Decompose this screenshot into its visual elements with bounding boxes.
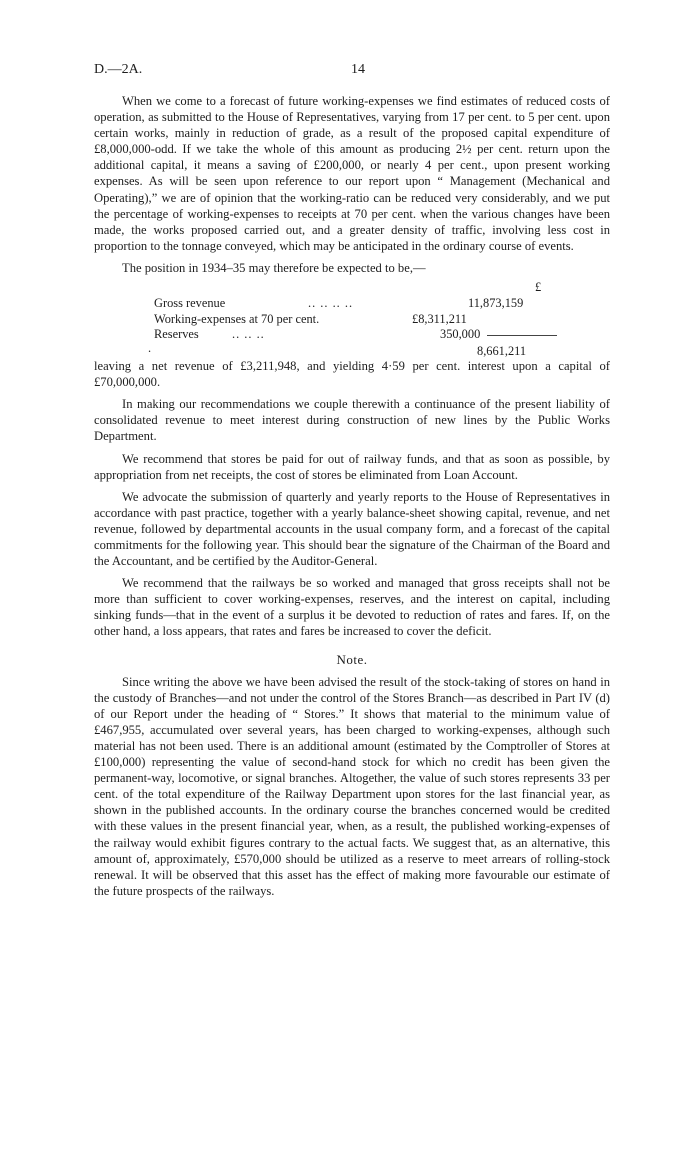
body-text bbox=[94, 93, 610, 899]
page-number: 14 bbox=[351, 62, 365, 77]
page-header bbox=[94, 62, 614, 82]
paragraph-working-expenses-forecast: When we come to a forecast of future working-expenses we find estimates of reduced costs of operation, as submitted to the House of Representatives, varying from 17 per cent. to 5 per cent. upon certain works, mainly in reduction of grade, as a result of the proposed capital expenditure of £8,000,000-odd. If we take the whole of this amount as producing 2½ per cent. return upon the additional capital, it means a saving of £200,000, or nearly 4 per cent., upon present working expenses. As will be seen upon reference to our report upon “ Management (Mechanical and Operating),” we are of opinion that the working-ratio can be reduced very considerably, and we put the percentage of working-expenses to receipts at 70 per cent. when the various changes have been made, the works proposed carried out, and a greater density of traffic, involving less cost in proportion to the tonnage conveyed, which may be anticipated in the ordinary course of events. bbox=[94, 94, 610, 253]
paragraph-stock-taking-note: Since writing the above we have been advised the result of the stock-taking of stores on hand in the custody of Branches—and not under the control of the Stores Branch—as described in Part IV (d) of our Report under the heading of “ Stores.” It shows that material to the minimum value of £467,955, accumulated over several years, has been charged to working-expenses, although such material has not been used. There is an additional amount (estimated by the Comptroller of Stores at £100,000) representing the value of second-hand stock for which no credit has been given the permanent-way, locomotive, or signal branches. Altogether, the value of such stores represents 33 per cent. of the total expenditure of the Railway Department upon stores for the last financial year, as shown in the published accounts. In the ordinary course the branches concerned would be credited with these values in the present financial year, when, as a result, the published working-expenses of the railway would exhibit figures contrary to the actual facts. We suggest that, as an alternative, this amount of, approximately, £570,000 should be utilized as a reserve to meet arrears of rolling-stock renewal. It will be observed that this asset has the effect of making more favourable our estimate of the future prospects of the railways. bbox=[94, 674, 610, 898]
paragraph-consolidated-revenue: In making our recommendations we couple therewith a continuance of the present liability of consolidated revenue to meet interest during construction of new lines by the Public Works Department. bbox=[94, 397, 610, 444]
revenue-table bbox=[94, 276, 610, 358]
gross-revenue-dots: .. .. .. .. bbox=[308, 296, 354, 311]
currency-header: £ bbox=[535, 280, 542, 295]
paragraph-working-principle: We recommend that the railways be so worked and managed that gross receipts shall not be more than sufficient to cover working-expenses, reserves, and the interest on capital, including sinking funds—that in the event of a surplus it be devoted to reduction of rates and fares. If, on the other hand, a loss appears, that rates and fares be increased to cover the deficit. bbox=[94, 576, 610, 639]
gross-revenue-label: Gross revenue bbox=[154, 296, 226, 311]
total-expenses-value: 8,661,211 bbox=[477, 344, 527, 359]
paragraph-net-revenue: leaving a net revenue of £3,211,948, and yielding 4·59 per cent. interest upon a capital of £70,000,000. bbox=[94, 359, 610, 390]
paragraph-stores-funding: We recommend that stores be paid for out of railway funds, and that as soon as possible, by appropriation from net receipts, the cost of stores be eliminated from Loan Account. bbox=[94, 451, 610, 482]
working-expenses-label: Working-expenses at 70 per cent. bbox=[154, 312, 320, 327]
paragraph-reporting: We advocate the submission of quarterly and yearly reports to the House of Representatives in accordance with past practice, together with a yearly balance-sheet showing capital, revenue, and net revenue, followed by departmental accounts in the usual company form, and a forecast of the capital commitments for the following year. This should bear the signature of the Chairman of the Board and the Accountant, and be certified by the Auditor-General. bbox=[94, 489, 610, 569]
reserves-value: 350,000 bbox=[440, 327, 481, 342]
gross-revenue-value: 11,873,159 bbox=[468, 296, 524, 311]
working-expenses-value: £8,311,211 bbox=[412, 312, 467, 327]
total-bullet: . bbox=[148, 341, 152, 356]
note-heading: Note. bbox=[336, 651, 368, 667]
reserves-label: Reserves bbox=[154, 327, 199, 342]
subtotal-rule bbox=[487, 335, 557, 336]
paragraph-position-intro: The position in 1934–35 may therefore be expected to be,— bbox=[122, 260, 426, 275]
document-reference: D.—2A. bbox=[94, 62, 143, 77]
reserves-dots: .. .. .. bbox=[232, 327, 265, 342]
